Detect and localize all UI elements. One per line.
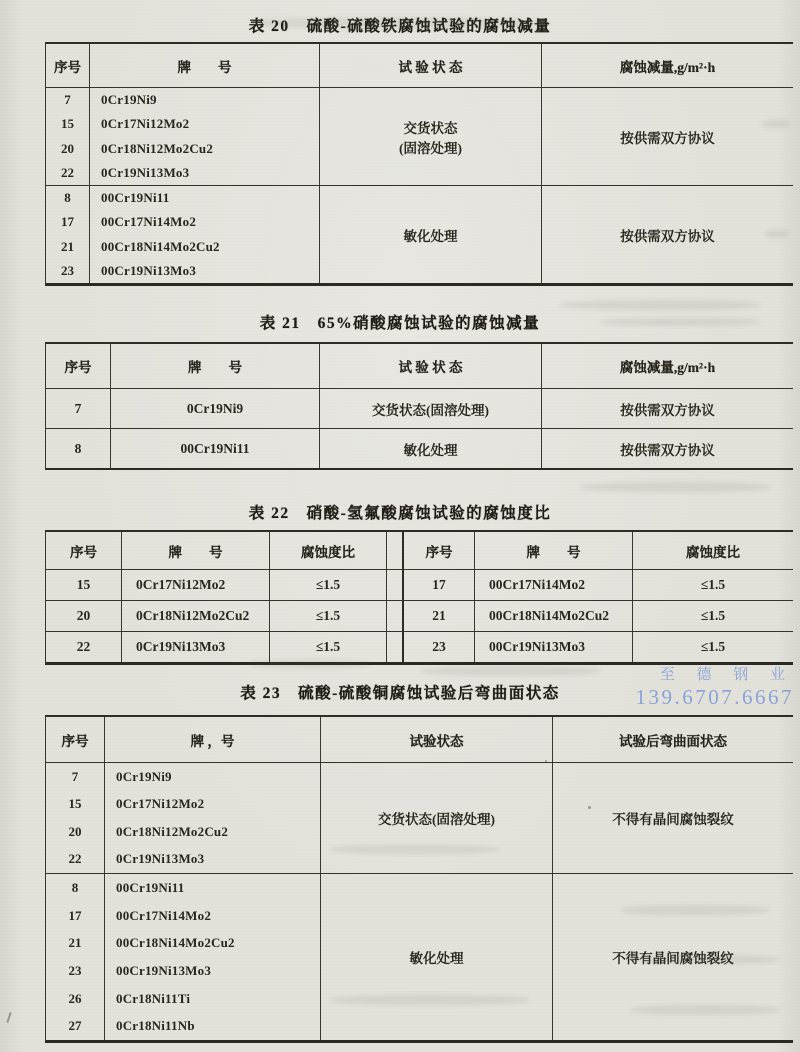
seq-value: 15 <box>68 796 82 812</box>
header-seq: 序号 <box>64 360 92 375</box>
loss-cell: 按供需双方协议 <box>541 186 793 283</box>
seq-value: 8 <box>71 879 79 895</box>
table20 <box>45 42 793 286</box>
state-line2: (固溶处理) <box>399 140 462 156</box>
loss-cell: 按供需双方协议 <box>541 88 793 185</box>
header-grade: 牌 号 <box>110 344 319 388</box>
state-line1: 交货状态(固溶处理) <box>378 812 495 827</box>
grade-value: 0Cr17Ni12Mo2 <box>101 116 190 132</box>
grade-value: 0Cr18Ni11Nb <box>116 1018 195 1034</box>
smudge <box>420 666 600 676</box>
header-test-state: 试验状态 <box>320 717 552 762</box>
grade-value: 0Cr19Ni13Mo3 <box>116 851 205 867</box>
table23-title: 表 23 硫酸-硫酸铜腐蚀试验后弯曲面状态 <box>240 685 560 702</box>
speck <box>545 760 547 762</box>
table-row <box>46 631 793 662</box>
seq-value: 17 <box>61 214 74 230</box>
grade-value: 0Cr18Ni12Mo2Cu2 <box>116 823 229 839</box>
watermark-company: 至 德 钢 业 <box>659 667 794 683</box>
grade-value: 0Cr19Ni13Mo3 <box>101 164 190 180</box>
seq-value: 26 <box>68 990 82 1006</box>
grade-value: 0Cr18Ni11Ti <box>116 990 191 1006</box>
seq-value: 21 <box>68 935 82 951</box>
grade-column <box>89 186 319 283</box>
ratio-value: ≤1.5 <box>632 601 793 631</box>
smudge <box>600 318 760 326</box>
ratio-value: ≤1.5 <box>269 632 386 662</box>
header-seq: 序号 <box>70 544 97 560</box>
header-ratio: 腐蚀度比 <box>269 532 386 569</box>
header-grade: 牌 ，号 <box>104 717 320 762</box>
grade-value: 00Cr19Ni11 <box>110 429 319 468</box>
table-row <box>46 428 793 468</box>
table20-group-delivery <box>46 88 793 185</box>
half-divider <box>386 532 404 569</box>
grade-value: 0Cr19Ni13Mo3 <box>121 632 269 662</box>
seq-column <box>46 874 104 1040</box>
header-test-state: 试 验 状 态 <box>319 44 541 87</box>
header-grade: 牌 号 <box>89 44 319 87</box>
seq-value: 7 <box>64 92 71 108</box>
smudge <box>640 955 780 964</box>
seq-value: 27 <box>68 1018 82 1034</box>
state-line1: 交货状态 <box>403 120 458 136</box>
table-row <box>46 600 793 631</box>
state-line1: 敏化处理 <box>409 951 464 966</box>
seq-value: 22 <box>68 851 82 867</box>
seq-value: 23 <box>68 962 82 978</box>
loss-value: 按供需双方协议 <box>541 429 793 468</box>
header-ratio: 腐蚀度比 <box>632 532 793 569</box>
seq-value: 20 <box>76 608 91 623</box>
grade-column <box>104 763 320 873</box>
loss-value: 按供需双方协议 <box>541 389 793 428</box>
grade-value: 00Cr18Ni14Mo2Cu2 <box>474 601 632 631</box>
table-row <box>46 389 793 428</box>
smudge <box>560 300 760 310</box>
table22-header-row <box>46 532 793 570</box>
smudge <box>330 845 500 854</box>
grade-value: 00Cr19Ni11 <box>116 879 185 895</box>
grade-value: 0Cr17Ni12Mo2 <box>121 570 269 600</box>
seq-value: 20 <box>68 823 82 839</box>
grade-value: 00Cr19Ni13Mo3 <box>474 632 632 662</box>
header-grade: 牌 号 <box>474 532 632 569</box>
seq-column <box>46 88 89 185</box>
grade-value: 0Cr18Ni12Mo2Cu2 <box>121 601 269 631</box>
table20-header-row <box>46 44 793 88</box>
seq-value: 23 <box>61 262 74 278</box>
bend-result-cell: 不得有晶间腐蚀裂纹 <box>552 763 793 873</box>
grade-column <box>89 88 319 185</box>
grade-value: 00Cr18Ni14Mo2Cu2 <box>116 935 235 951</box>
state-line1: 敏化处理 <box>403 228 458 244</box>
table22 <box>45 530 793 665</box>
grade-value: 00Cr19Ni11 <box>101 190 170 206</box>
seq-value: 20 <box>61 140 74 156</box>
grade-value: 0Cr19Ni9 <box>116 768 172 784</box>
speck <box>588 806 591 809</box>
grade-value: 0Cr19Ni9 <box>101 92 157 108</box>
smudge <box>250 660 370 668</box>
seq-value: 21 <box>432 608 446 623</box>
test-state-cell <box>320 763 552 873</box>
seq-value: 15 <box>76 577 91 592</box>
seq-value: 8 <box>74 440 82 456</box>
table20-title: 表 20 硫酸-硫酸铁腐蚀试验的腐蚀减量 <box>248 18 552 35</box>
header-seq: 序号 <box>54 59 81 75</box>
table23 <box>45 715 793 1043</box>
grade-value: 00Cr19Ni13Mo3 <box>101 262 197 278</box>
smudge <box>330 995 530 1005</box>
seq-value: 7 <box>74 400 82 416</box>
watermark-phone: 139.6707.6667 <box>635 685 794 709</box>
table23-group-delivery <box>46 763 793 873</box>
header-seq: 序号 <box>61 733 89 749</box>
grade-value: 0Cr17Ni12Mo2 <box>116 796 205 812</box>
ratio-value: ≤1.5 <box>269 570 386 600</box>
table23-header-row <box>46 717 793 763</box>
table21-header-row <box>46 344 793 389</box>
table21-title: 表 21 65%硝酸腐蚀试验的腐蚀减量 <box>259 315 541 332</box>
state-value: 敏化处理 <box>319 429 541 468</box>
table22-title: 表 22 硝酸-氢氟酸腐蚀试验的腐蚀度比 <box>248 505 552 522</box>
header-bend-result: 试验后弯曲面状态 <box>552 717 793 762</box>
header-corrosion-loss: 腐蚀减量,g/m²·h <box>541 44 793 87</box>
ratio-value: ≤1.5 <box>632 632 793 662</box>
smudge <box>620 905 770 915</box>
grade-value: 00Cr18Ni14Mo2Cu2 <box>101 238 220 254</box>
seq-column <box>46 763 104 873</box>
table-row <box>46 570 793 600</box>
grade-value: 0Cr18Ni12Mo2Cu2 <box>101 140 214 156</box>
grade-value: 00Cr17Ni14Mo2 <box>474 570 632 600</box>
grade-value: 00Cr17Ni14Mo2 <box>116 907 212 923</box>
header-test-state: 试 验 状 态 <box>319 344 541 388</box>
header-seq: 序号 <box>425 544 453 560</box>
bend-result-cell: 不得有晶间腐蚀裂纹 <box>552 874 793 1040</box>
test-state-cell <box>320 874 552 1040</box>
table21 <box>45 342 793 470</box>
smudge <box>630 1005 780 1015</box>
seq-value: 15 <box>61 116 74 132</box>
grade-value: 0Cr19Ni9 <box>110 389 319 428</box>
seq-value: 21 <box>61 238 74 254</box>
ratio-value: ≤1.5 <box>269 601 386 631</box>
test-state-cell <box>319 88 541 185</box>
seq-value: 7 <box>71 768 79 784</box>
grade-value: 00Cr19Ni13Mo3 <box>116 962 212 978</box>
header-grade: 牌 号 <box>121 532 269 569</box>
seq-value: 8 <box>64 190 71 206</box>
seq-column <box>46 186 89 283</box>
ratio-value: ≤1.5 <box>632 570 793 600</box>
half-divider <box>386 601 404 631</box>
smudge <box>765 230 789 238</box>
seq-value: 23 <box>432 639 446 654</box>
seq-value: 17 <box>68 907 82 923</box>
state-value: 交货状态(固溶处理) <box>319 389 541 428</box>
pen-mark <box>6 1012 11 1023</box>
smudge <box>250 17 550 29</box>
grade-column <box>104 874 320 1040</box>
header-corrosion-loss: 腐蚀减量,g/m²·h <box>541 344 793 388</box>
half-divider <box>386 570 404 600</box>
seq-value: 17 <box>432 577 446 592</box>
half-divider <box>386 632 404 662</box>
smudge <box>762 120 790 128</box>
table20-group-sensitized <box>46 185 793 283</box>
grade-value: 00Cr17Ni14Mo2 <box>101 214 197 230</box>
smudge <box>580 482 770 492</box>
seq-value: 22 <box>61 164 74 180</box>
test-state-cell <box>319 186 541 283</box>
seq-value: 22 <box>76 639 91 654</box>
